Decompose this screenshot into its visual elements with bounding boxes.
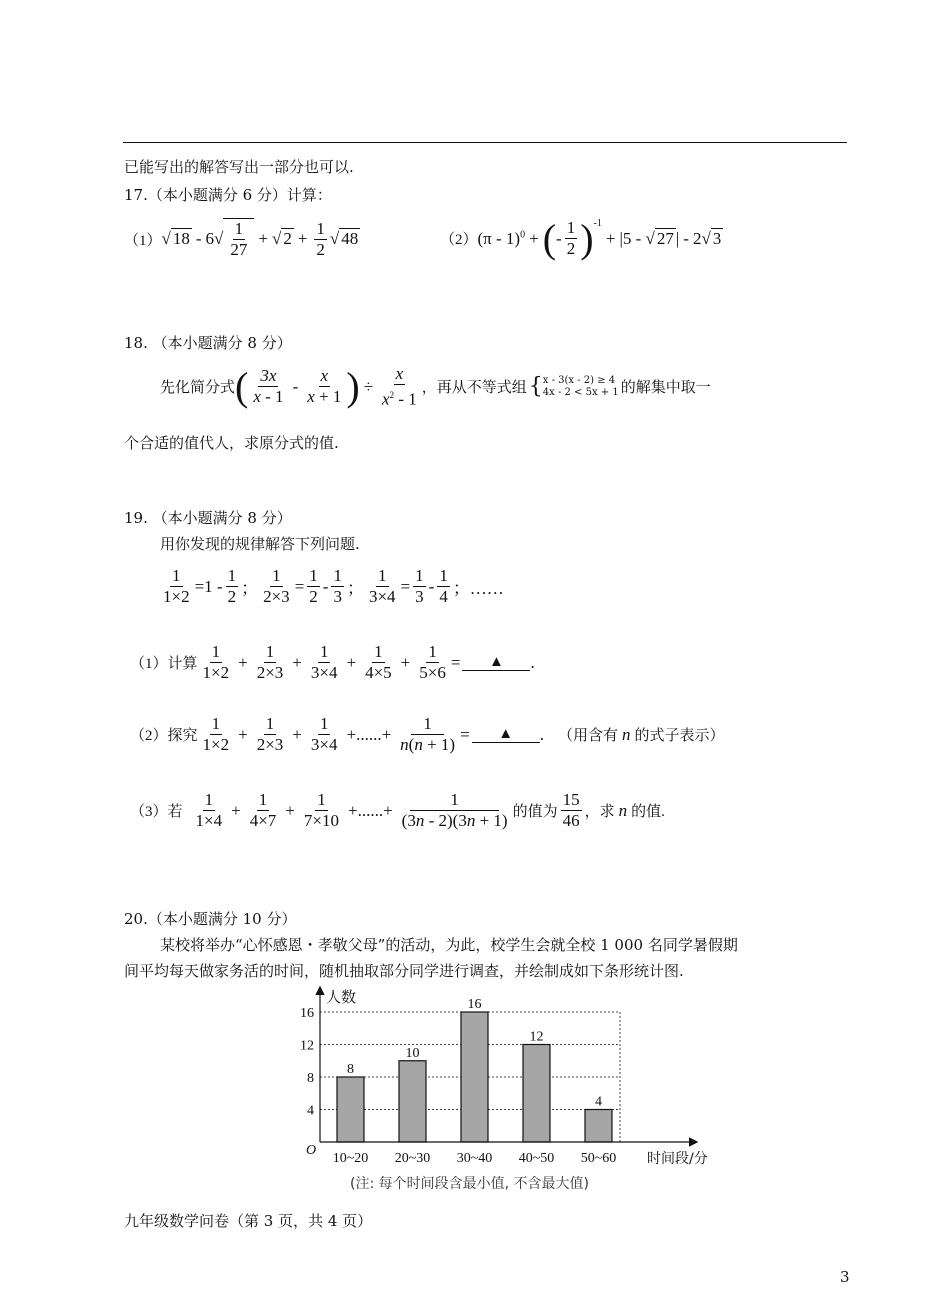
- intro-text: 已能写出的解答写出一部分也可以.: [124, 158, 354, 176]
- x-tick-label: 10~20: [332, 1151, 369, 1166]
- y-tick-label: 12: [300, 1038, 314, 1054]
- q19-part1: （1）计算 $\frac{1}{1\times 2}$ + $\frac{1}{2\times 3}$ + $\frac{1}{3\times 4}$ + $\frac{1}{4\times 5}$ + $\frac{1}{5\times 6}$ = ▲ .: [130, 642, 535, 682]
- bar-10~20: [337, 1077, 364, 1142]
- q19-title: 19. （本小题满分 8 分）: [124, 509, 292, 527]
- q19-p1-answer-blank: ▲: [462, 654, 530, 671]
- data-label: 10: [405, 1045, 420, 1061]
- q18-lead: 先化简分式: [160, 378, 236, 397]
- data-label: 12: [529, 1029, 544, 1045]
- y-axis-label: 人数: [326, 988, 357, 1006]
- q18-tail: 的解集中取一: [620, 378, 711, 397]
- q17-p2-label: （2）: [440, 232, 478, 248]
- bar-20~30: [399, 1061, 426, 1142]
- q19-p3-label: （3）若: [130, 804, 183, 820]
- q20-line1: 某校将举办“心怀感恩・孝敬父母”的活动，为此，校学生会就全校 1 000 名同学暑假期: [160, 936, 738, 954]
- q20-line2: 间平均每天做家务活的时间，随机抽取部分同学进行调查，并绘制成如下条形统计图.: [124, 962, 684, 980]
- bar-50~60: [585, 1110, 612, 1143]
- bar-chart: [290, 982, 730, 1197]
- q19-lead: 用你发现的规律解答下列问题.: [160, 535, 360, 553]
- header-rule: [123, 142, 847, 143]
- y-tick-label: 8: [307, 1071, 314, 1086]
- q19-pattern: $\frac{1}{1\times 2}$ =1 - $\frac{1}{2}$ ； $\frac{1}{2\times 3}$ = $\frac{1}{2}$ - $\frac{1}{3}$ ； $\frac{1}{3\times 4}$ = $\frac{1}{3}$ - $\frac{1}{4}$ ；……: [163, 566, 504, 606]
- q18-expression: 先化简分式 ( $\frac{3x}{x - 1}$ - $\frac{x}{x + 1}$ ) ÷ $\frac{x}{x^2 - 1}$ ，再从不等式组 { x - 3(x - 2) ≥ 4 4x - 2 < 5x + 1 的解集中取一: [160, 363, 711, 409]
- chart-note: (注: 每个时间段含最小值, 不含最大值): [350, 1176, 589, 1192]
- x-tick-label: 20~30: [394, 1151, 431, 1166]
- q19-p2-note: （用含有: [557, 728, 618, 744]
- bar-40~50: [523, 1045, 550, 1143]
- x-tick-label: 50~60: [580, 1151, 617, 1166]
- q19-part3: （3）若 $\frac{1}{1\times 4}$ + $\frac{1}{4\times 7}$ + $\frac{1}{7\times 10}$ +......+ $\frac{1}{(3n - 2)(3n + 1)}$ 的值为 $\frac{15}{46}$ ，求 n 的值.: [130, 790, 665, 830]
- q18-mid: ，再从不等式组: [421, 378, 527, 397]
- q19-p2-answer-blank: ▲: [472, 726, 540, 743]
- y-tick-label: 16: [300, 1006, 314, 1021]
- data-label: 8: [347, 1062, 354, 1077]
- x-axis-label: 时间段/分: [647, 1151, 708, 1167]
- footer-text: 九年级数学问卷（第 3 页，共 4 页）: [124, 1212, 373, 1230]
- q19-p2-label: （2）探究: [130, 728, 198, 744]
- y-tick-label: 4: [307, 1103, 314, 1119]
- q19-var-n-1: n: [621, 724, 631, 744]
- q17-part1: （1） √ 18 - 6 √ $\frac{1}{27}$ + √ 2 + $\frac{1}{2}$ √ 48: [124, 218, 359, 259]
- q18-ineq1: x - 3(x - 2) ≥ 4: [542, 374, 616, 386]
- page-number: 3: [840, 1268, 850, 1286]
- x-tick-label: 40~50: [518, 1151, 555, 1166]
- x-tick-label: 30~40: [456, 1151, 493, 1166]
- q19-p2-note2: 的式子表示）: [634, 728, 725, 744]
- q20-title: 20.（本小题满分 10 分）: [124, 910, 297, 928]
- q19-p3-mid: 的值为: [512, 804, 558, 820]
- q17-p1-label: （1）: [124, 232, 162, 249]
- bar-30~40: [461, 1012, 488, 1142]
- q19-var-n-2: n: [618, 800, 628, 820]
- data-label: 16: [467, 997, 482, 1012]
- q18-line2: 个合适的值代人，求原分式的值.: [124, 434, 339, 452]
- data-label: 4: [595, 1094, 602, 1110]
- q18-title: 18. （本小题满分 8 分）: [124, 334, 292, 352]
- q17-title: 17.（本小题满分 6 分）计算：: [124, 186, 332, 204]
- q19-p3-tail: ，求: [584, 804, 615, 820]
- q19-part2: （2）探究 $\frac{1}{1\times 2}$ + $\frac{1}{2\times 3}$ + $\frac{1}{3\times 4}$ +......+ $\frac{1}{n(n + 1)}$ = ▲ . （用含有 n 的式子表示）: [130, 714, 725, 754]
- q19-p3-end: 的值.: [631, 804, 665, 820]
- q19-p1-label: （1）计算: [130, 656, 198, 672]
- origin-label: O: [306, 1143, 317, 1158]
- q18-ineq2: 4x - 2 < 5x + 1: [542, 386, 619, 398]
- q17-part2: （2） (π - 1)$^0$ + ( - $\frac{1}{2}$ ) $^{-1}$ + |5 - √ 27 | - 2√ 3: [440, 215, 722, 261]
